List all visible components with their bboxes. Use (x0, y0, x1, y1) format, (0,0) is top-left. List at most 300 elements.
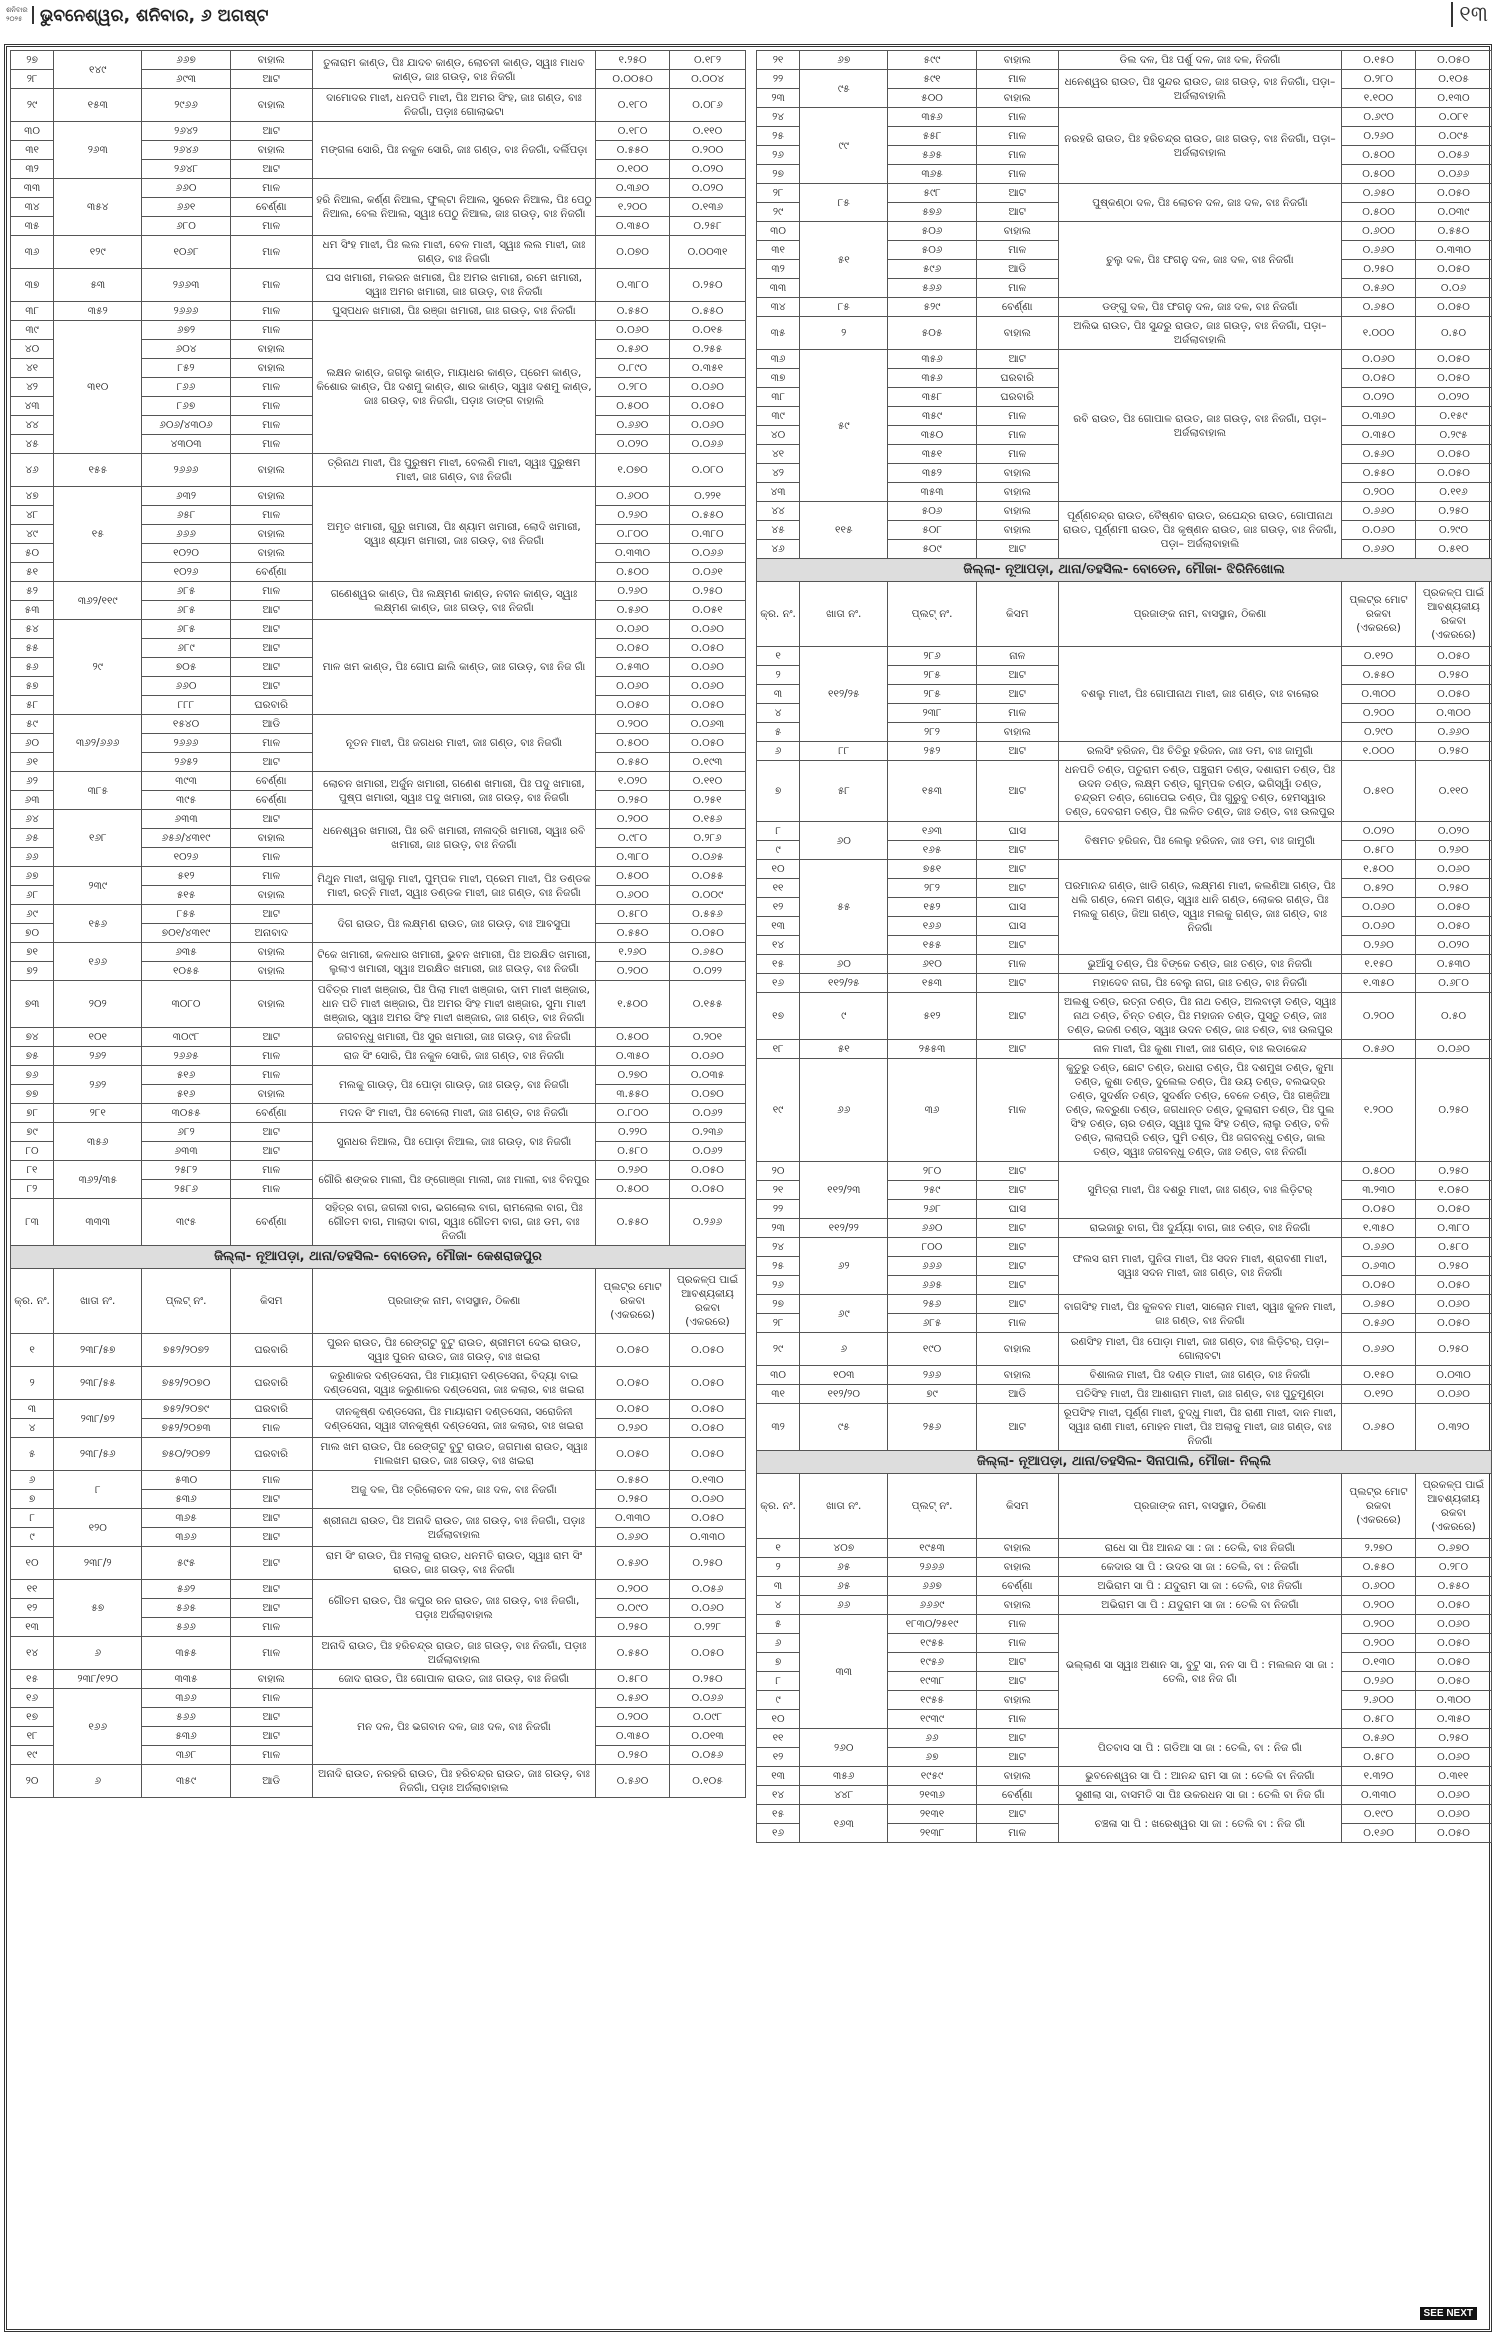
total-area: ୧.୨୫୦ (596, 51, 670, 70)
total-area: ୦.୦୯୦ (596, 1599, 670, 1618)
plot-no: ୧୫୨ (888, 898, 976, 917)
required-area: ୦.୦୨୦ (670, 160, 746, 179)
plot-no: ୨୫୨ (888, 742, 976, 761)
required-area: ୦.୦୨୦ (670, 179, 746, 198)
owner-name-address: ଅଭିରାମ ସା ପି : ଯଦୁରାମ ସା ଜା : ତେଲି ବା ନିଜଗାଁ (1058, 1596, 1341, 1615)
owner-name-address: ଧନପତି ତଣ୍ଡ, ପତୁରାମ ତଣ୍ଡ, ପଞ୍ଚୁରାମ ତଣ୍ଡ, ଦଶାରାମ ତଣ୍ଡ, ପିଃ ଉଦନ ତଣ୍ଡ, ଲକ୍ଷ୍ମ ତଣ୍ଡ, ଗୁମ୍ପକ ତଣ୍ଡ, ଭଗିସ୍ୱାଁ ତଣ୍ଡ, ଚନ୍ଦ୍ରମ ତଣ୍ଡ, ଗୋପେଇ ତଣ୍ଡ, ପିଃ ଗୁରୁବୁ ତଣ୍ଡ, ହେମସ୍ୱାର ତଣ୍ଡ, ଦେବରାମ ତଣ୍ଡ, ପିଃ ଲଳିତ ତଣ୍ଡ, ଜାଃ ତଣ୍ଡ, ବାଃ ଉଲପୁର (1058, 761, 1341, 822)
table-row (11, 1471, 746, 1490)
plot-no: ୬୬ (888, 1729, 976, 1748)
kisam: ଆଟ (976, 879, 1058, 898)
khata-no: ୨୩୮/୫୭ (54, 1334, 142, 1367)
plot-no: ୫୭୬ (888, 203, 976, 222)
plot-no: ୬୭ (888, 1748, 976, 1767)
kisam: ମାଳ (230, 321, 312, 340)
header-total: ପ୍ଲଟ୍‌ର ମୋଟ ରକବା (ଏକରରେ) (1342, 1474, 1416, 1539)
plot-no: ୬୬୫ (888, 1276, 976, 1295)
plot-no: ୫୯୯ (888, 51, 976, 70)
table-row (11, 1104, 746, 1123)
khata-no: ୧୧୨/୨୩ (800, 1162, 888, 1219)
plot-no: ୨୬୪୬ (142, 141, 230, 160)
table-row (757, 1040, 1492, 1059)
required-area: ୦.୦୫୦ (670, 639, 746, 658)
total-area: ୦.୫୦୦ (1342, 1162, 1416, 1181)
total-area: ୦.୫୩୦ (596, 658, 670, 677)
total-area: ୧.୨୦୦ (1342, 1059, 1416, 1162)
serial-no: ୫ (757, 723, 800, 742)
required-area: ୦.୦୫୦ (1416, 350, 1492, 369)
total-area: ୦.୦୨୦ (1342, 822, 1416, 841)
total-area: ୦.୨୫୦ (596, 1746, 670, 1765)
serial-no: ୧୭ (11, 1708, 54, 1727)
khata-no: ୫୫ (800, 860, 888, 955)
total-area: ୦.୩୬୦ (596, 179, 670, 198)
plot-no: ୩୯୩ (142, 772, 230, 791)
table-row (757, 1162, 1492, 1181)
required-area: ୦.୦୫୦ (1416, 898, 1492, 917)
total-area: ୧.୦୦୦ (1342, 742, 1416, 761)
section-title-row (757, 559, 1492, 582)
table-row (757, 184, 1492, 203)
required-area: ୦.୨୫୦ (1416, 742, 1492, 761)
serial-no: ୯ (757, 841, 800, 860)
plot-no: ୧୯୫୯ (888, 1767, 976, 1786)
kisam: ଆଟ (976, 1729, 1058, 1748)
required-area: ୦.୦୬୦ (1416, 1295, 1492, 1314)
required-area: ୦.୦୫୦ (1416, 1653, 1492, 1672)
kisam: ମାଳ (230, 734, 312, 753)
total-area: ୦.୬୦୦ (1342, 222, 1416, 241)
required-area: ୦.୦୬୩ (670, 715, 746, 734)
table-row (11, 454, 746, 487)
table-row (757, 993, 1492, 1040)
serial-no: ୧୨ (11, 1599, 54, 1618)
kisam: ମାଳ (976, 241, 1058, 260)
serial-no: ୫୧ (11, 563, 54, 582)
total-area: ୦.୫୬୦ (1342, 1314, 1416, 1333)
table-row (11, 302, 746, 321)
owner-name-address: ଅଲିଭ ରାଉତ, ପିଃ ସୁନ୍ଦରୁ ରାଉତ, ଜାଃ ଗଉଡ଼, ବାଃ ନିଜଗାଁ, ପଡ଼ା– ଅର୍ଜଲାବାହାଲି (1058, 317, 1341, 350)
kisam: ମାଳ (976, 1824, 1058, 1843)
header-sl: କ୍ର. ନଂ. (11, 1269, 54, 1334)
serial-no: ୧୦ (757, 860, 800, 879)
required-area: ୦.୦୬୫ (670, 848, 746, 867)
kisam: ଆଟ (230, 1528, 312, 1547)
serial-no: ୨୪ (757, 1238, 800, 1257)
plot-no: ୩୫୦ (888, 426, 976, 445)
owner-name-address: ଜୋଦ ରାଉତ, ପିଃ ଗୋପାଳ ରାଉତ, ଜାଃ ଗଉଡ଼, ବାଃ ନିଜଗାଁ (312, 1670, 595, 1689)
plot-no: ୩୫୯ (142, 1765, 230, 1798)
serial-no: ୨୩ (757, 89, 800, 108)
plot-no: ୨୯୬୬ (142, 89, 230, 122)
serial-no: ୫୮ (11, 696, 54, 715)
plot-no: ୨୬୫୨ (142, 753, 230, 772)
total-area: ୦.୫୫୦ (596, 141, 670, 160)
kisam: ଘରବାରି (230, 1438, 312, 1471)
plot-no: ୬୩୫ (142, 943, 230, 962)
serial-no: ୪୨ (757, 464, 800, 483)
required-area: ୦.୨୯୫ (1416, 426, 1492, 445)
kisam: ଆଡି (230, 715, 312, 734)
plot-no: ୨୫୫୩ (888, 1040, 976, 1059)
page-number: ୧୩ (1451, 2, 1488, 27)
kisam: ବାହାଲ (976, 1596, 1058, 1615)
kisam: ବାହାଲ (230, 525, 312, 544)
required-area: ୦.୦୮୬ (670, 89, 746, 122)
plot-no: ୧୬୬ (888, 917, 976, 936)
table-row (11, 1670, 746, 1689)
table-row (757, 51, 1492, 70)
total-area: ୦.୦୦୫୦ (596, 70, 670, 89)
owner-name-address: ମାଳ ଖମ କାଣ୍ଡ, ପିଃ ଗୋପ ଛାଲି କାଣ୍ଡ, ଜାଃ ଗଉଡ଼, ବାଃ ନିଜ ଗାଁ (312, 620, 595, 715)
khata-no: ୬ (800, 1333, 888, 1366)
serial-no: ୨୦ (11, 1765, 54, 1798)
khata-no: ୫୧ (800, 222, 888, 298)
required-area: ୦.୦୫୬ (670, 1580, 746, 1599)
required-area: ୦.୨୫୦ (1416, 1059, 1492, 1162)
khata-no: ୬୭ (800, 51, 888, 70)
kisam: ମାଳ (976, 955, 1058, 974)
kisam: ବାହାଲ (230, 89, 312, 122)
total-area: ୦.୦୫୦ (596, 639, 670, 658)
kisam: ଆଟ (976, 1404, 1058, 1451)
serial-no: ୧ (757, 1539, 800, 1558)
kisam: ଆଟ (976, 974, 1058, 993)
kisam: ଆଟ (976, 184, 1058, 203)
kisam: ବାହାଲ (230, 886, 312, 905)
total-area: ୩.୫୫୦ (596, 1085, 670, 1104)
right-column (756, 50, 1492, 1843)
total-area: ୦.୮୦୦ (596, 525, 670, 544)
plot-no: ୫୦୬ (888, 241, 976, 260)
owner-name-address: ପୁରନ ରାଉତ, ପିଃ ରେଙ୍ଗଟୁ ବୁଟୁ ରାଉତ, ଶ୍ରୀମତୀ ଦେଇ ରାଉତ, ସ୍ୱାଃ ପୁରନ ରାଉତ, ଜାଃ ଗଉଡ଼, ବାଃ ଖଇରା (312, 1334, 595, 1367)
serial-no: ୨୯ (11, 89, 54, 122)
required-area: ୦.୩୦୦ (1416, 704, 1492, 723)
plot-no: ୨୧୩୮ (888, 1824, 976, 1843)
kisam: ଆଟ (976, 350, 1058, 369)
plot-no: ୨୮୨ (888, 879, 976, 898)
kisam: ଘାସ (976, 822, 1058, 841)
required-area: ୦.୦୩୦ (1416, 1366, 1492, 1385)
khata-no: ୩୩୩ (54, 1199, 142, 1246)
plot-no: ୬୯୩ (142, 70, 230, 89)
total-area: ୦.୨୬୦ (596, 1419, 670, 1438)
serial-no: ୧୫ (11, 1670, 54, 1689)
owner-name-address: ଭୁବନେଶ୍ୱର ସା ପି : ଆନନ୍ଦ ରାମ ସା ଜା : ତେଲି ବା ନିଜଗାଁ (1058, 1767, 1341, 1786)
plot-no: ୫୩୬ (142, 1490, 230, 1509)
required-area: ୦.୦୨୦ (1416, 388, 1492, 407)
total-area: ୧.୨୦୦ (596, 198, 670, 217)
required-area: ୦.୦୫୦ (1416, 1672, 1492, 1691)
total-area: ୦.୨୦୦ (596, 1580, 670, 1599)
header-req: ପ୍ରକଳ୍ପ ପାଇଁ ଆବଶ୍ୟକୀୟ ରକବା (ଏକରରେ) (1416, 582, 1492, 647)
serial-no: ୮ (757, 1672, 800, 1691)
serial-no: ୬ (11, 1471, 54, 1490)
required-area: ୦.୨୦୧ (670, 1028, 746, 1047)
kisam: ବାହାଲ (976, 521, 1058, 540)
table-row (11, 1367, 746, 1400)
serial-no: ୧ (757, 647, 800, 666)
kisam: ଆଡି (230, 1765, 312, 1798)
khata-no: ୧୧୫ (800, 502, 888, 559)
table-row (11, 810, 746, 829)
plot-no: ୧୬୩ (888, 822, 976, 841)
plot-no: ୧୬୫ (888, 841, 976, 860)
serial-no: ୭୪ (11, 1028, 54, 1047)
required-area: ୦.୦୦୯ (670, 886, 746, 905)
serial-no: ୭୯ (11, 1123, 54, 1142)
required-area: ୦.୦୨୨ (670, 962, 746, 981)
plot-no: ୬୬୦ (142, 677, 230, 696)
kisam: ଅନାବାଦ (230, 924, 312, 943)
owner-name-address: ଲକ୍ଷନ କାଣ୍ଡ, ଜଗଲୁ କାଣ୍ଡ, ମାୟାଧର କାଣ୍ଡ, ପ୍ରେମ କାଣ୍ଡ, କିଶୋର କାଣ୍ଡ, ପିଃ ଦଶମୁ କାଣ୍ଡ, ଶାର କାଣ୍ଡ, ସ୍ୱାଃ ଦଶମୁ କାଣ୍ଡ, ଜାଃ ଗଉଡ଼, ବାଃ ନିଜଗାଁ, ପଡ଼ାଃ ଡାଙ୍ଗ ବାହାଲି (312, 321, 595, 454)
kisam: ଘରବାରି (230, 1334, 312, 1367)
required-area: ୦.୦୫୦ (1416, 464, 1492, 483)
kisam: ମାଳ (230, 217, 312, 236)
table-row (11, 1580, 746, 1599)
total-area: ୦.୬୦୦ (596, 487, 670, 506)
serial-no: ୨୬ (757, 1276, 800, 1295)
total-area: ୦.୨୬୦ (1342, 936, 1416, 955)
kisam: ମାଳ (230, 506, 312, 525)
kisam: ଘରବାରି (230, 696, 312, 715)
required-area: ୦.୦୬୦ (1416, 1786, 1492, 1805)
land-table-right (756, 50, 1492, 1843)
serial-no: ୨୭ (757, 1295, 800, 1314)
serial-no: ୧୧ (11, 1580, 54, 1599)
plot-no: ୩୯୫ (142, 791, 230, 810)
required-area: ୦.୨୬୦ (1416, 841, 1492, 860)
khata-no: ୨୩୮/୧୨୦ (54, 1670, 142, 1689)
total-area: ୦.୫୬୦ (1342, 1729, 1416, 1748)
kisam: ଆଟ (230, 905, 312, 924)
section-title: ଜିଲ୍ଲା- ନୂଆପଡ଼ା, ଥାନା/ତହସିଲ- ବୋଡେନ, ମୌଜା- କେଶରାଜପୁର (11, 1246, 746, 1269)
required-area: ୦.୧୦୫ (1416, 70, 1492, 89)
required-area: ୦.୫୫୬ (670, 905, 746, 924)
required-area: ୦.୦୬୬ (670, 435, 746, 454)
plot-no: ୫୦୮ (888, 521, 976, 540)
kisam: ମାଳ (230, 1746, 312, 1765)
kisam: ଆଟ (976, 1219, 1058, 1238)
serial-no: ୧୪ (757, 1786, 800, 1805)
total-area: ୦.୨୦୦ (1342, 704, 1416, 723)
plot-no: ୩୫୬ (888, 108, 976, 127)
kisam: ଆଟ (230, 70, 312, 89)
plot-no: ୧୦୬୮ (142, 236, 230, 269)
kisam: ବାହାଲ (230, 1085, 312, 1104)
kisam: ଆଟ (230, 122, 312, 141)
total-area: ୦.୧୫୦ (1342, 51, 1416, 70)
table-row (757, 1238, 1492, 1257)
serial-no: ୫୬ (11, 658, 54, 677)
plot-no: ୩୫୬ (888, 369, 976, 388)
kisam: ମାଳ (230, 1419, 312, 1438)
column-header-row (757, 582, 1492, 647)
required-area: ୦.୦୭୦ (670, 1085, 746, 1104)
plot-no: ୨୧୩୬ (888, 1786, 976, 1805)
plot-no: ୨୮୫ (888, 685, 976, 704)
serial-no: ୧୯ (11, 1746, 54, 1765)
required-area: ୦.୦୮୧ (1416, 108, 1492, 127)
kisam: ମାଳ (230, 378, 312, 397)
kisam: ବେର୍ଣ୍ଣା (976, 1577, 1058, 1596)
kisam: ବାହାଲ (976, 1333, 1058, 1366)
serial-no: ୧୯ (757, 1059, 800, 1162)
kisam: ମାଳ (230, 867, 312, 886)
total-area: ୦.୫୦୦ (596, 867, 670, 886)
serial-no: ୪ (11, 1419, 54, 1438)
kisam: ଆଟ (976, 1181, 1058, 1200)
required-area: ୦.୦୫୦ (670, 1400, 746, 1419)
required-area: ୦.୦୮୦ (670, 454, 746, 487)
kisam: ବେର୍ଣ୍ଣା (976, 1786, 1058, 1805)
total-area: ୦.୫୮୦ (596, 1142, 670, 1161)
khata-no: ୨୬୨ (54, 1047, 142, 1066)
table-row (757, 974, 1492, 993)
serial-no: ୩୦ (757, 222, 800, 241)
plot-no: ୬୩୩ (142, 1142, 230, 1161)
serial-no: ୧୩ (757, 1767, 800, 1786)
required-area: ୦.୦୫୦ (1416, 685, 1492, 704)
serial-no: ୩୦ (757, 1366, 800, 1385)
kisam: ବେର୍ଣ୍ଣା (230, 1104, 312, 1123)
kisam: ଆଟ (976, 860, 1058, 879)
serial-no: ୭୮ (11, 1104, 54, 1123)
required-area: ୦.୩୮୦ (1416, 1219, 1492, 1238)
plot-no: ୫୦୯ (888, 540, 976, 559)
owner-name-address: ତୁଳାରାମ କାଣ୍ଡ, ପିଃ ଯାଦବ କାଣ୍ଡ, ଲୋଚନୀ କାଣ୍ଡ, ସ୍ୱାଃ ମାଧବ କାଣ୍ଡ, ଜାଃ ଗଉଡ଼, ବାଃ ନିଜଗାଁ (312, 51, 595, 89)
total-area: ୦.୨୫୦ (1342, 260, 1416, 279)
total-area: ୦.୫୬୦ (1342, 445, 1416, 464)
plot-no: ୫୩୦ (142, 1471, 230, 1490)
plot-no: ୩୫୩ (888, 483, 976, 502)
total-area: ୦.୮୦୦ (596, 1104, 670, 1123)
owner-name-address: ଦାମୋଦର ମାଝୀ, ଧନପତି ମାଝୀ, ପିଃ ଅମର ସିଂହ, ଜାଃ ଗଣ୍ଡ, ବାଃ ନିଜଗାଁ, ପଡ଼ାଃ ଗୋଲାଭଟା (312, 89, 595, 122)
khata-no: ୮ (54, 1471, 142, 1509)
plot-no: ୨୩୮ (888, 704, 976, 723)
total-area: ୦.୫୬୦ (596, 601, 670, 620)
required-area: ୦.୦୫୦ (670, 1637, 746, 1670)
plot-no: ୨୬୮ (888, 1200, 976, 1219)
plot-no: ୫୬୬ (142, 1708, 230, 1727)
total-area: ୦.୦୫୦ (1342, 1200, 1416, 1219)
table-row (757, 1596, 1492, 1615)
plot-no: ୩୫୫ (142, 1637, 230, 1670)
kisam: ଆଟ (230, 753, 312, 772)
kisam: ମାଳ (976, 1615, 1058, 1634)
plot-no: ୨୫୯ (888, 1181, 976, 1200)
kisam: ମାଳ (976, 426, 1058, 445)
plot-no: ୬୮୫ (888, 1314, 976, 1333)
kisam: ଆଟ (230, 1708, 312, 1727)
required-area: ୦.୦୬୦ (1416, 1805, 1492, 1824)
serial-no: ୬୫ (11, 829, 54, 848)
kisam: ବେର୍ଣ୍ଣା (230, 198, 312, 217)
kisam: ମାଳ (230, 435, 312, 454)
plot-no: ୩୩୫ (142, 1670, 230, 1689)
required-area: ୦.୦୫୬ (670, 1746, 746, 1765)
kisam: ଘାସ (976, 898, 1058, 917)
required-area: ୦.୨୫୦ (1416, 1333, 1492, 1366)
owner-name-address: ଡିଲ ଦଳ, ପିଃ ପର୍ଶୁ ଦଳ, ଜାଃ ଦଳ, ନିଜଗାଁ (1058, 51, 1341, 70)
total-area: ୦.୫୬୦ (1342, 279, 1416, 298)
required-area: ୦.୦୩୯ (1416, 203, 1492, 222)
required-area: ୦.୦୬୬ (670, 544, 746, 563)
khata-no: ୧୧୨/୨୫ (800, 974, 888, 993)
serial-no: ୧୩ (11, 1618, 54, 1637)
total-area: ୦.୬୬୦ (596, 416, 670, 435)
owner-name-address: ରଲସିଂ ହରିଜନ, ପିଃ ଚିତିରୁ ହରିଜନ, ଜାଃ ଡମ, ବାଃ ଜାମୁଗାଁ (1058, 742, 1341, 761)
plot-no: ୧୯୫୬ (888, 1653, 976, 1672)
serial-no: ୩୬ (11, 236, 54, 269)
total-area: ୦.୩୮୦ (596, 848, 670, 867)
khata-no: ୩୫୬ (54, 1123, 142, 1161)
kisam: ମାଳ (230, 269, 312, 302)
serial-no: ୧୮ (757, 1040, 800, 1059)
total-area: ୦.୦୫୦ (1342, 1276, 1416, 1295)
required-area: ୦.୧୩୬ (670, 198, 746, 217)
dateline: ଭୁବନେଶ୍ୱର, ଶନିବାର, ୬ ଅଗଷ୍ଟ (40, 6, 269, 26)
required-area: ୦.୦୫୦ (1416, 1314, 1492, 1333)
total-area: ୦.୨୦୦ (1342, 483, 1416, 502)
owner-name-address: ରବି ରାଉତ, ପିଃ ଗୋପାଳ ରାଉତ, ଜାଃ ଗଉଡ଼, ବାଃ ନିଜଗାଁ, ପଡ଼ା– ଅର୍ଜଲାବାହାଲ (1058, 350, 1341, 502)
owner-name-address: ବିଷମତ ହରିଜନ, ପିଃ ଲେଲୁ ହରିଜନ, ଜାଃ ଡମ, ବାଃ ଜାମୁଗାଁ (1058, 822, 1341, 860)
owner-name-address: ଦିଗ ରାଉତ, ପିଃ ଲକ୍ଷ୍ମଣ ରାଉତ, ଜାଃ ଗଉଡ଼, ବାଃ ଆବସୁପା (312, 905, 595, 943)
khata-no: ୧୧୨/୨୫ (800, 647, 888, 742)
owner-name-address: ଅଜୁ ଦଳ, ପିଃ ତ୍ରିଲୋଚନ ଦଳ, ଜାଃ ଦଳ, ବାଃ ନିଜଗାଁ (312, 1471, 595, 1509)
serial-no: ୭୧ (11, 943, 54, 962)
plot-no: ୨୧୩୧ (888, 1805, 976, 1824)
total-area: ୦.୫୧୦ (1342, 761, 1416, 822)
khata-no: ୯ (800, 993, 888, 1040)
khata-no: ୮୮ (800, 742, 888, 761)
header-kisam: କିସମ (230, 1269, 312, 1334)
owner-name-address: ଅନାଦି ରାଉତ, ପିଃ ହରିଚନ୍ଦ୍ର ରାଉତ, ଜାଃ ଗଉଡ଼, ବାଃ ନିଜଗାଁ, ପଡ଼ାଃ ଅର୍ଜଲାବାହାଲ (312, 1637, 595, 1670)
plot-no: ୭୫୨/୨୦୭୩ (142, 1419, 230, 1438)
table-row (11, 51, 746, 70)
table-row (11, 236, 746, 269)
header-kisam: କିସମ (976, 1474, 1058, 1539)
plot-no: ୧୯୩୯ (888, 1710, 976, 1729)
serial-no: ୨ (757, 1558, 800, 1577)
required-area: ୦.୧୧୬ (1416, 483, 1492, 502)
khata-no: ୨୬୦ (800, 1729, 888, 1767)
required-area: ୦.୦୬୦ (670, 416, 746, 435)
table-row (11, 981, 746, 1028)
total-area: ୦.୨୬୦ (1342, 127, 1416, 146)
total-area: ୦.୦୬୦ (1342, 917, 1416, 936)
required-area: ୦.୫୩୦ (1416, 955, 1492, 974)
serial-no: ୨୭ (757, 165, 800, 184)
table-row (11, 715, 746, 734)
kisam: ଆଟ (976, 1748, 1058, 1767)
plot-no: ୮୬୭ (142, 397, 230, 416)
total-area: ୧.୩୨୦ (1342, 1767, 1416, 1786)
required-area: ୦.୦୫୦ (1416, 369, 1492, 388)
serial-no: ୪୧ (11, 359, 54, 378)
required-area: ୦.୨୫୦ (670, 269, 746, 302)
required-area: ୦.୦୫୦ (1416, 917, 1492, 936)
total-area: ୦.୦୬୦ (596, 677, 670, 696)
header-sl: କ୍ର. ନଂ. (757, 1474, 800, 1539)
table-row (757, 822, 1492, 841)
table-row (757, 742, 1492, 761)
table-row (757, 1615, 1492, 1634)
serial-no: ୨୬ (757, 146, 800, 165)
kisam: ବାହାଲ (230, 454, 312, 487)
required-area: ୦.୦୧୩ (670, 1727, 746, 1746)
table-row (757, 955, 1492, 974)
plot-no: ୧୦୨୬ (142, 848, 230, 867)
